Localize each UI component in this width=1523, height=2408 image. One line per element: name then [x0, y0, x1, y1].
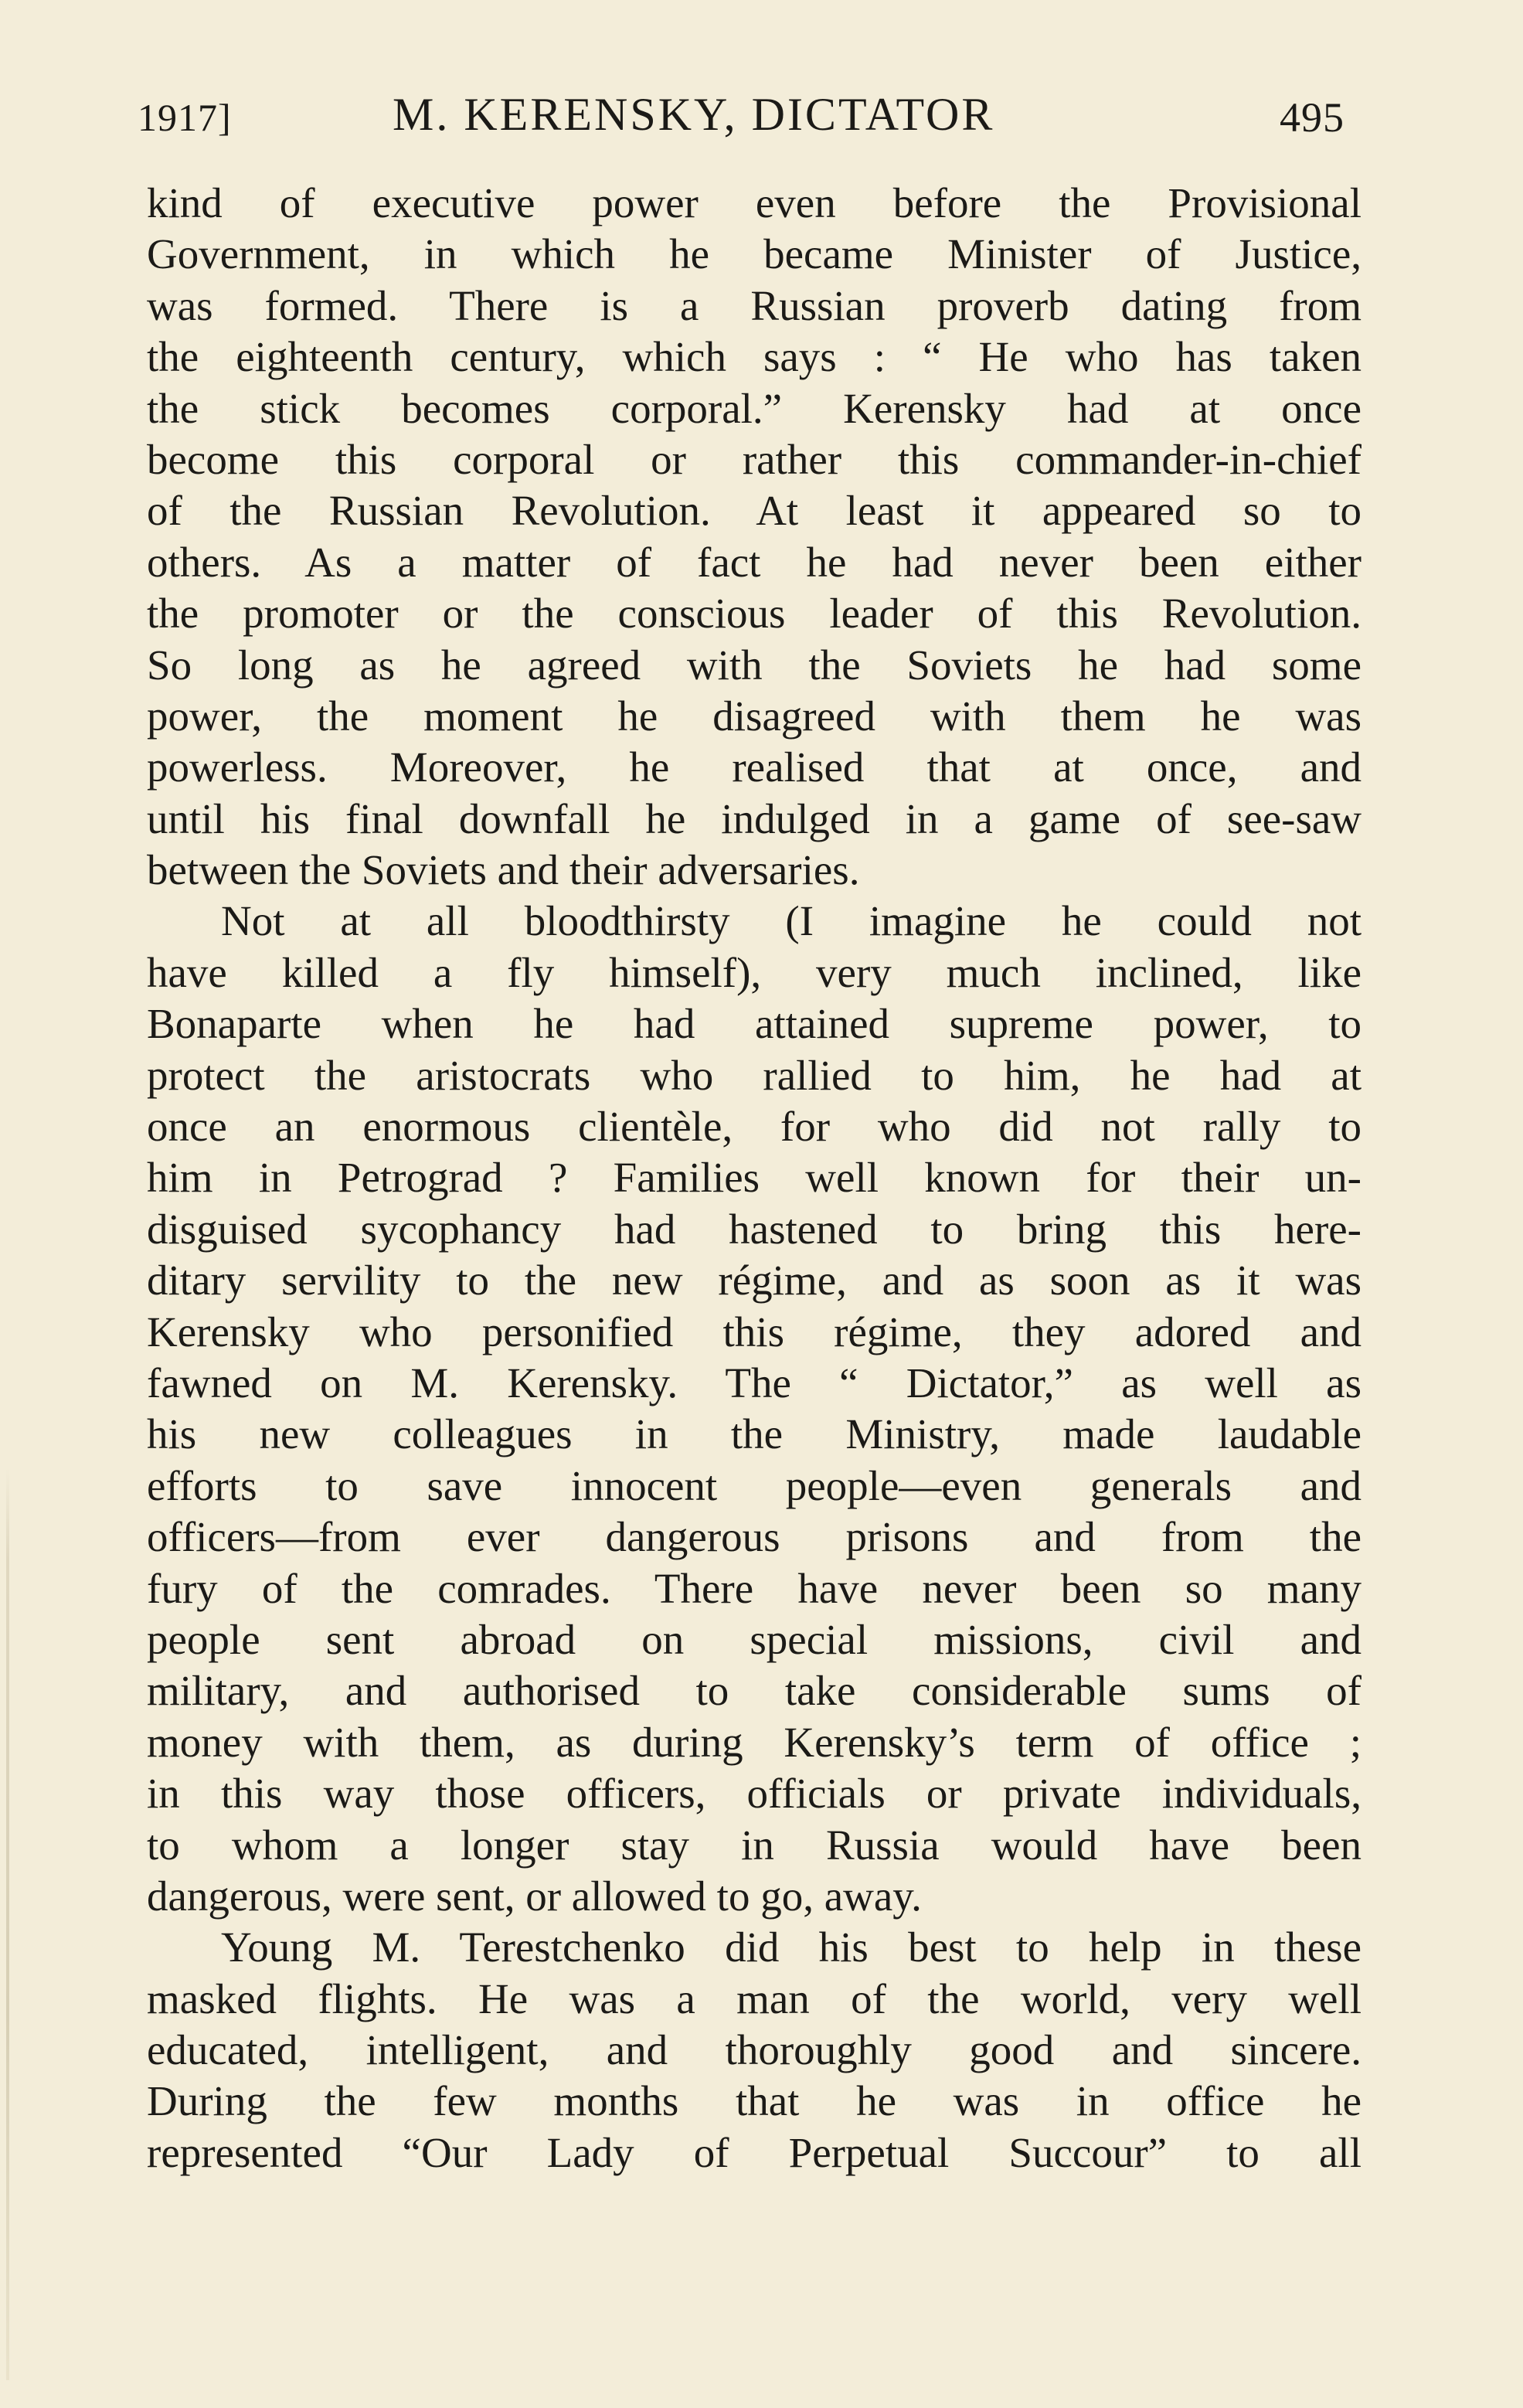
text-line: powerless. Moreover, he realised that at once, and: [147, 743, 1362, 791]
text-line: power, the moment he disagreed with them he was: [147, 692, 1362, 740]
text-line: was formed. There is a Russian proverb dating from: [147, 281, 1362, 329]
text-line: fawned on M. Kerensky. The “ Dictator,” as well as: [147, 1359, 1362, 1406]
text-line: disguised sycophancy had hastened to bring this here-: [147, 1205, 1362, 1253]
text-line: fury of the comrades. There have never been so many: [147, 1564, 1362, 1612]
text-line: protect the aristocrats who rallied to him, he had at: [147, 1051, 1362, 1099]
text-line: Young M. Terestchenko did his best to help in these: [221, 1923, 1362, 1971]
text-line: represented “Our Lady of Perpetual Succour” to all: [147, 2128, 1362, 2176]
text-line: kind of executive power even before the Provisional: [147, 179, 1362, 226]
header-year: 1917]: [138, 96, 232, 139]
text-line: ditary servility to the new régime, and as soon as it was: [147, 1257, 1362, 1304]
header-title: M. KERENSKY, DICTATOR: [393, 89, 995, 140]
page-edge-shadow: [6, 1468, 9, 2380]
text-line: become this corporal or rather this commander-in-chief: [147, 435, 1362, 483]
text-line: Bonaparte when he had attained supreme power, to: [147, 1000, 1362, 1048]
text-line: until his final downfall he indulged in a game of see-saw: [147, 794, 1362, 842]
text-line: in this way those officers, officials or private individuals,: [147, 1770, 1362, 1818]
text-line: masked flights. He was a man of the world, very well: [147, 1974, 1362, 2022]
text-line: efforts to save innocent people—even generals and: [147, 1461, 1362, 1509]
text-line: have killed a fly himself), very much inclined, like: [147, 948, 1362, 996]
text-line: officers—from ever dangerous prisons and from the: [147, 1513, 1362, 1561]
text-line: money with them, as during Kerensky’s term of office ;: [147, 1718, 1362, 1766]
text-line: Not at all bloodthirsty (I imagine he could not: [221, 897, 1362, 945]
text-line: Government, in which he became Minister of Justice,: [147, 230, 1362, 278]
text-line: between the Soviets and their adversaries.: [147, 846, 860, 894]
running-header: [138, 83, 1345, 145]
text-line: the stick becomes corporal.” Kerensky had at once: [147, 384, 1362, 432]
text-line: him in Petrograd ? Families well known for their un-: [147, 1154, 1362, 1202]
text-line: Kerensky who personified this régime, they adored and: [147, 1308, 1362, 1355]
text-line: military, and authorised to take considerable sums of: [147, 1667, 1362, 1715]
text-line: During the few months that he was in office he: [147, 2077, 1362, 2125]
body-text: [147, 178, 1362, 2178]
text-line: the eighteenth century, which says : “ He who has taken: [147, 333, 1362, 381]
text-line: educated, intelligent, and thoroughly good and sincere.: [147, 2026, 1362, 2074]
text-line: people sent abroad on special missions, civil and: [147, 1615, 1362, 1663]
text-line: once an enormous clientèle, for who did not rally to: [147, 1103, 1362, 1151]
page-number: 495: [1280, 94, 1345, 141]
text-line: to whom a longer stay in Russia would have been: [147, 1821, 1362, 1869]
text-line: the promoter or the conscious leader of this Revolution.: [147, 590, 1362, 638]
text-line: his new colleagues in the Ministry, made laudable: [147, 1410, 1362, 1458]
text-line: dangerous, were sent, or allowed to go, away.: [147, 1872, 922, 1920]
text-line: of the Russian Revolution. At least it appeared so to: [147, 487, 1362, 535]
text-line: So long as he agreed with the Soviets he had some: [147, 641, 1362, 689]
text-line: others. As a matter of fact he had never been either: [147, 538, 1362, 586]
